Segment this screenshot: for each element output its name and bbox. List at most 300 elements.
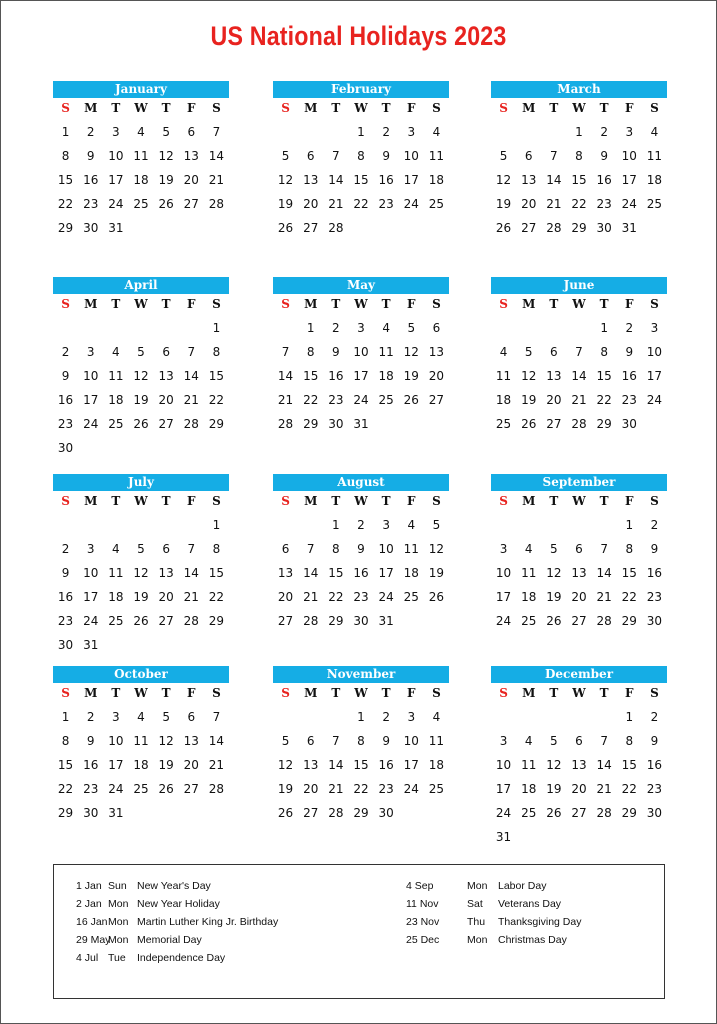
weekday-label: W xyxy=(134,686,148,700)
week-row xyxy=(273,561,449,585)
weekday-label: S xyxy=(61,494,70,508)
day-cell: 18 xyxy=(521,590,537,604)
weekday-label: F xyxy=(187,101,196,115)
day-cell: 24 xyxy=(83,614,99,628)
day-cell: 16 xyxy=(83,758,99,772)
day-cell: 19 xyxy=(546,782,562,796)
day-cell: 24 xyxy=(353,393,369,407)
week-row xyxy=(53,705,229,729)
week-row xyxy=(491,753,667,777)
week-row xyxy=(273,753,449,777)
week-row xyxy=(53,561,229,585)
month-header: June xyxy=(491,277,667,294)
weekday-label: F xyxy=(407,494,416,508)
weekday-label: F xyxy=(625,101,634,115)
day-cell: 23 xyxy=(353,590,369,604)
weekday-label: W xyxy=(572,297,586,311)
day-cell: 14 xyxy=(546,173,562,187)
day-cell: 8 xyxy=(600,345,608,359)
day-cell: 10 xyxy=(108,149,124,163)
day-cell xyxy=(516,705,541,729)
day-cell: 13 xyxy=(158,369,174,383)
day-cell: 4 xyxy=(112,345,120,359)
day-cell: 22 xyxy=(621,782,637,796)
weekday-label: T xyxy=(599,494,609,508)
day-cell: 21 xyxy=(208,758,225,772)
day-cell: 9 xyxy=(86,149,95,163)
weekday-label: T xyxy=(599,686,609,700)
day-cell: 4 xyxy=(524,734,533,748)
day-cell: 25 xyxy=(108,614,124,628)
day-cell: 22 xyxy=(208,590,225,604)
day-cell: 6 xyxy=(187,125,196,139)
day-cell: 8 xyxy=(212,542,221,556)
weekday-label: F xyxy=(625,297,634,311)
day-cell: 2 xyxy=(61,345,70,359)
day-cell: 2 xyxy=(61,542,70,556)
day-cell xyxy=(128,513,153,537)
weekday-label: T xyxy=(161,494,171,508)
day-cell: 10 xyxy=(495,758,512,772)
day-cell xyxy=(424,609,449,633)
week-row xyxy=(53,168,229,192)
day-cell: 14 xyxy=(208,734,225,748)
weekday-label: S xyxy=(650,686,659,700)
holiday-date: 16 Jan xyxy=(76,916,108,928)
month-header: February xyxy=(273,81,449,98)
weekday-label: T xyxy=(381,297,391,311)
day-cell: 21 xyxy=(208,173,225,187)
day-cell: 14 xyxy=(596,758,612,772)
weekday-label: M xyxy=(84,494,98,508)
day-cell: 12 xyxy=(133,566,149,580)
weekday-label: W xyxy=(354,297,368,311)
day-cell xyxy=(491,120,516,144)
day-cell: 1 xyxy=(61,125,70,139)
month-header: December xyxy=(491,666,667,683)
day-cell: 26 xyxy=(403,393,419,407)
day-cell: 1 xyxy=(357,125,365,139)
day-cell: 9 xyxy=(357,542,365,556)
day-cell: 25 xyxy=(428,197,445,211)
day-cell: 30 xyxy=(378,806,394,820)
day-cell xyxy=(128,633,153,657)
month-header: September xyxy=(491,474,667,491)
day-cell xyxy=(323,705,348,729)
week-row xyxy=(273,316,449,340)
day-cell: 9 xyxy=(382,149,390,163)
day-cell: 26 xyxy=(158,782,174,796)
weekday-label: T xyxy=(549,494,559,508)
weekday-label: W xyxy=(354,101,368,115)
day-cell xyxy=(566,316,591,340)
holiday-day: Sat xyxy=(467,898,483,910)
day-cell: 18 xyxy=(133,173,149,187)
day-cell: 17 xyxy=(353,369,369,383)
week-row xyxy=(273,120,449,144)
weekday-label: M xyxy=(522,494,536,508)
day-cell: 21 xyxy=(328,782,344,796)
day-cell xyxy=(516,825,541,849)
weekday-label: S xyxy=(61,686,70,700)
day-cell: 6 xyxy=(162,345,170,359)
month-november xyxy=(273,666,449,825)
week-row xyxy=(53,144,229,168)
day-cell: 22 xyxy=(208,393,225,407)
day-cell: 1 xyxy=(212,518,221,532)
day-cell: 23 xyxy=(57,614,74,628)
week-row xyxy=(53,388,229,412)
day-cell: 17 xyxy=(495,590,512,604)
day-cell: 7 xyxy=(575,345,583,359)
day-cell: 12 xyxy=(403,345,419,359)
holiday-date: 1 Jan xyxy=(76,880,102,892)
day-cell: 24 xyxy=(83,417,99,431)
day-cell xyxy=(642,216,667,240)
day-cell: 3 xyxy=(86,542,95,556)
day-cell: 20 xyxy=(158,590,174,604)
day-cell: 13 xyxy=(521,173,537,187)
day-cell: 16 xyxy=(83,173,99,187)
day-cell: 13 xyxy=(428,345,445,359)
weekday-label: S xyxy=(212,101,221,115)
day-cell: 30 xyxy=(621,417,637,431)
month-header: April xyxy=(53,277,229,294)
day-cell: 29 xyxy=(571,221,587,235)
day-cell: 5 xyxy=(281,734,290,748)
day-cell xyxy=(541,316,566,340)
day-cell xyxy=(204,216,229,240)
month-september xyxy=(491,474,667,633)
day-cell: 18 xyxy=(521,782,537,796)
week-row xyxy=(491,316,667,340)
day-cell: 18 xyxy=(428,173,445,187)
day-cell: 31 xyxy=(83,638,99,652)
weekday-label: F xyxy=(407,297,416,311)
day-cell xyxy=(204,801,229,825)
day-cell: 30 xyxy=(353,614,369,628)
week-row xyxy=(273,513,449,537)
day-cell: 9 xyxy=(600,149,608,163)
holiday-name: Veterans Day xyxy=(498,898,562,910)
day-cell xyxy=(399,412,424,436)
month-august xyxy=(273,474,449,633)
day-cell xyxy=(154,436,179,460)
day-cell: 17 xyxy=(83,393,99,407)
day-cell: 19 xyxy=(277,197,294,211)
day-cell xyxy=(516,316,541,340)
weekday-label: M xyxy=(304,297,318,311)
week-row xyxy=(53,192,229,216)
weekday-label: S xyxy=(650,494,659,508)
day-cell: 25 xyxy=(133,197,149,211)
day-cell: 20 xyxy=(571,590,587,604)
week-row xyxy=(491,825,667,849)
day-cell: 17 xyxy=(621,173,637,187)
day-cell: 31 xyxy=(621,221,637,235)
holiday-day: Tue xyxy=(108,952,126,964)
day-cell: 2 xyxy=(86,125,95,139)
day-cell: 29 xyxy=(208,417,225,431)
day-cell: 4 xyxy=(407,518,416,532)
day-cell: 11 xyxy=(428,149,445,163)
week-row xyxy=(491,561,667,585)
day-cell: 18 xyxy=(133,758,149,772)
day-cell: 4 xyxy=(137,125,145,139)
week-row xyxy=(273,168,449,192)
holiday-name: Thanksgiving Day xyxy=(498,916,582,928)
day-cell xyxy=(128,316,153,340)
day-cell: 11 xyxy=(108,369,124,383)
weekday-label: F xyxy=(187,494,196,508)
day-cell: 26 xyxy=(133,417,149,431)
day-cell: 27 xyxy=(183,197,199,211)
week-row xyxy=(491,537,667,561)
day-cell: 3 xyxy=(382,518,390,532)
day-cell: 30 xyxy=(646,806,663,820)
day-cell xyxy=(154,216,179,240)
day-cell: 22 xyxy=(57,782,74,796)
holiday-date: 29 May xyxy=(76,934,111,946)
week-row xyxy=(491,144,667,168)
day-cell: 9 xyxy=(650,734,659,748)
weekday-label: W xyxy=(134,101,148,115)
day-cell: 15 xyxy=(621,566,637,580)
day-cell xyxy=(128,801,153,825)
day-cell: 18 xyxy=(403,566,419,580)
week-row xyxy=(53,316,229,340)
day-cell: 12 xyxy=(158,149,174,163)
day-cell xyxy=(273,705,298,729)
day-cell: 7 xyxy=(600,542,608,556)
day-cell: 28 xyxy=(596,806,612,820)
day-cell: 3 xyxy=(86,345,95,359)
day-cell: 7 xyxy=(550,149,558,163)
weekday-label: W xyxy=(572,101,586,115)
day-cell: 8 xyxy=(306,345,315,359)
day-cell: 14 xyxy=(183,369,199,383)
weekday-row xyxy=(491,98,667,118)
day-cell: 20 xyxy=(303,197,319,211)
day-cell: 19 xyxy=(428,566,445,580)
week-row xyxy=(273,609,449,633)
day-cell: 8 xyxy=(61,149,70,163)
week-row xyxy=(491,585,667,609)
month-may xyxy=(273,277,449,436)
day-cell: 25 xyxy=(133,782,149,796)
day-cell: 20 xyxy=(571,782,587,796)
day-cell xyxy=(53,513,78,537)
day-cell: 9 xyxy=(332,345,340,359)
day-cell: 2 xyxy=(332,321,340,335)
weekday-label: W xyxy=(572,686,586,700)
day-cell: 9 xyxy=(650,542,659,556)
day-cell: 8 xyxy=(625,734,634,748)
day-cell: 30 xyxy=(83,806,99,820)
day-cell: 29 xyxy=(57,806,74,820)
day-cell: 29 xyxy=(57,221,74,235)
weekday-label: S xyxy=(212,686,221,700)
day-cell: 28 xyxy=(328,806,344,820)
day-cell: 8 xyxy=(212,345,221,359)
day-cell xyxy=(179,513,204,537)
day-cell: 11 xyxy=(108,566,124,580)
day-cell: 9 xyxy=(61,369,70,383)
holiday-date: 25 Dec xyxy=(406,934,440,946)
day-cell: 22 xyxy=(57,197,74,211)
day-cell: 6 xyxy=(306,734,315,748)
day-cell: 30 xyxy=(57,441,74,455)
day-cell: 23 xyxy=(621,393,637,407)
week-row xyxy=(273,777,449,801)
week-row xyxy=(53,216,229,240)
day-cell: 17 xyxy=(495,782,512,796)
day-cell: 12 xyxy=(277,758,294,772)
weekday-label: W xyxy=(134,297,148,311)
day-cell: 23 xyxy=(83,197,99,211)
day-cell: 13 xyxy=(546,369,562,383)
week-row xyxy=(273,705,449,729)
day-cell: 5 xyxy=(550,734,558,748)
day-cell: 14 xyxy=(183,566,199,580)
day-cell: 8 xyxy=(357,149,365,163)
day-cell xyxy=(298,705,323,729)
weekday-label: F xyxy=(187,686,196,700)
day-cell: 17 xyxy=(403,173,419,187)
weekday-label: M xyxy=(304,101,318,115)
day-cell: 12 xyxy=(546,758,562,772)
day-cell: 22 xyxy=(621,590,637,604)
week-row xyxy=(491,609,667,633)
day-cell: 19 xyxy=(277,782,294,796)
day-cell: 12 xyxy=(133,369,149,383)
holiday-date: 23 Nov xyxy=(406,916,440,928)
day-cell: 14 xyxy=(208,149,225,163)
day-cell: 26 xyxy=(277,221,294,235)
month-header: July xyxy=(53,474,229,491)
weekday-label: T xyxy=(161,686,171,700)
weekday-label: M xyxy=(522,686,536,700)
day-cell: 1 xyxy=(600,321,608,335)
day-cell: 3 xyxy=(499,542,508,556)
day-cell: 2 xyxy=(382,710,390,724)
day-cell: 26 xyxy=(133,614,149,628)
day-cell xyxy=(399,216,424,240)
day-cell: 21 xyxy=(596,782,612,796)
day-cell: 19 xyxy=(158,758,174,772)
day-cell: 29 xyxy=(208,614,225,628)
day-cell: 10 xyxy=(83,369,99,383)
day-cell xyxy=(128,436,153,460)
weekday-row xyxy=(53,683,229,703)
day-cell: 22 xyxy=(596,393,612,407)
day-cell: 17 xyxy=(378,566,394,580)
day-cell: 1 xyxy=(61,710,70,724)
day-cell: 2 xyxy=(86,710,95,724)
day-cell: 6 xyxy=(432,321,441,335)
holiday-day: Mon xyxy=(108,898,129,910)
day-cell: 10 xyxy=(495,566,512,580)
day-cell: 20 xyxy=(183,173,199,187)
week-row xyxy=(53,585,229,609)
day-cell xyxy=(541,513,566,537)
week-row xyxy=(53,513,229,537)
day-cell: 27 xyxy=(158,614,174,628)
day-cell: 23 xyxy=(646,782,663,796)
day-cell xyxy=(53,316,78,340)
weekday-label: F xyxy=(625,686,634,700)
week-row xyxy=(53,609,229,633)
day-cell xyxy=(103,436,128,460)
month-header: August xyxy=(273,474,449,491)
day-cell: 15 xyxy=(328,566,344,580)
weekday-label: F xyxy=(625,494,634,508)
holiday-day: Mon xyxy=(467,934,488,946)
day-cell: 12 xyxy=(277,173,294,187)
day-cell: 8 xyxy=(575,149,583,163)
day-cell: 20 xyxy=(428,369,445,383)
day-cell xyxy=(566,705,591,729)
holiday-date: 11 Nov xyxy=(406,898,439,910)
day-cell: 9 xyxy=(625,345,634,359)
day-cell: 2 xyxy=(357,518,365,532)
weekday-label: S xyxy=(61,101,70,115)
weekday-label: S xyxy=(499,101,508,115)
day-cell: 29 xyxy=(621,614,637,628)
day-cell: 27 xyxy=(571,806,587,820)
holiday-day: Mon xyxy=(467,880,488,892)
day-cell: 7 xyxy=(212,710,221,724)
weekday-label: S xyxy=(212,297,221,311)
day-cell: 28 xyxy=(328,221,344,235)
weekday-row xyxy=(53,98,229,118)
weekday-label: T xyxy=(599,101,609,115)
holiday-name: Labor Day xyxy=(498,880,547,892)
week-row xyxy=(491,513,667,537)
day-cell xyxy=(424,801,449,825)
day-cell: 24 xyxy=(403,197,419,211)
weekday-label: T xyxy=(331,297,341,311)
weekday-label: W xyxy=(354,686,368,700)
weekday-label: S xyxy=(432,494,441,508)
day-cell: 21 xyxy=(183,393,199,407)
day-cell: 13 xyxy=(303,758,319,772)
day-cell: 30 xyxy=(328,417,344,431)
day-cell: 4 xyxy=(524,542,533,556)
day-cell: 25 xyxy=(521,806,537,820)
weekday-label: T xyxy=(111,494,121,508)
day-cell xyxy=(179,316,204,340)
day-cell: 15 xyxy=(353,173,369,187)
weekday-label: S xyxy=(281,101,290,115)
week-row xyxy=(273,537,449,561)
weekday-label: T xyxy=(331,494,341,508)
day-cell xyxy=(273,120,298,144)
day-cell: 24 xyxy=(495,614,512,628)
day-cell: 20 xyxy=(546,393,562,407)
day-cell: 26 xyxy=(521,417,537,431)
day-cell xyxy=(541,120,566,144)
day-cell: 11 xyxy=(646,149,663,163)
weekday-label: M xyxy=(84,686,98,700)
weekday-label: S xyxy=(499,494,508,508)
day-cell: 7 xyxy=(332,149,340,163)
day-cell xyxy=(179,436,204,460)
week-row xyxy=(53,120,229,144)
holiday-name: New Year Holiday xyxy=(137,898,220,910)
weekday-label: M xyxy=(522,297,536,311)
day-cell: 31 xyxy=(353,417,369,431)
